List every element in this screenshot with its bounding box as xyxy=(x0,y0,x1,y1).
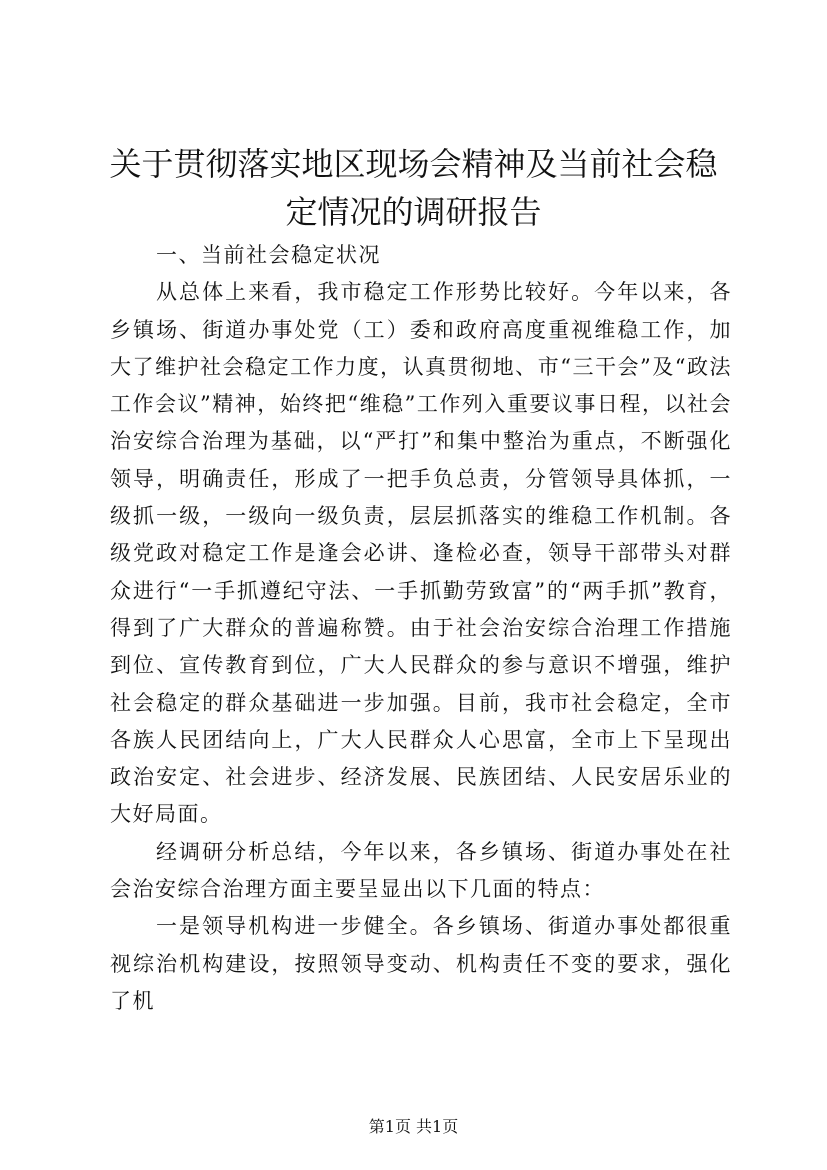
section-heading: 一、当前社会稳定状况 xyxy=(156,243,381,267)
paragraph: 经调研分析总结，今年以来，各乡镇场、街道办事处在社会治安综合治理方面主要呈显出以下几面的特点： xyxy=(110,839,732,902)
page-footer: 第1页 共1页 xyxy=(368,1117,459,1136)
document-title: 关于贯彻落实地区现场会精神及当前社会稳定情况的调研报告 xyxy=(109,145,718,231)
paragraph: 从总体上来看，我市稳定工作形势比较好。今年以来，各乡镇场、街道办事处党（工）委和政府高度重视维稳工作，加大了维护社会稳定工作力度，认真贯彻地、市“三干会”及“政法工作会议”精神，始终把“维稳”工作列入重要议事日程，以社会治安综合治理为基础，以“严打”和集中整治为重点，不断强化领导，明确责任，形成了一把手负总责，分管领导具体抓，一级抓一级，一级向一级负责，层层抓落实的维稳工作机制。各级党政对稳定工作是逢会必讲、逢检必查，领导干部带头对群众进行“一手抓遵纪守法、一手抓勤劳致富”的“两手抓”教育，得到了广大群众的普遍称赞。由于社会治安综合治理工作措施到位、宣传教育到位，广大人民群众的参与意识不增强，维护社会稳定的群众基础进一步加强。目前，我市社会稳定，全市各族人民团结向上，广大人民群众人心思富，全市上下呈现出政治安定、社会进步、经济发展、民族团结、人民安居乐业的大好局面。 xyxy=(110,280,732,827)
paragraph: 一是领导机构进一步健全。各乡镇场、街道办事处都很重视综治机构建设，按照领导变动、机构责任不变的要求，强化了机 xyxy=(110,914,732,1013)
document-body xyxy=(110,237,732,1020)
